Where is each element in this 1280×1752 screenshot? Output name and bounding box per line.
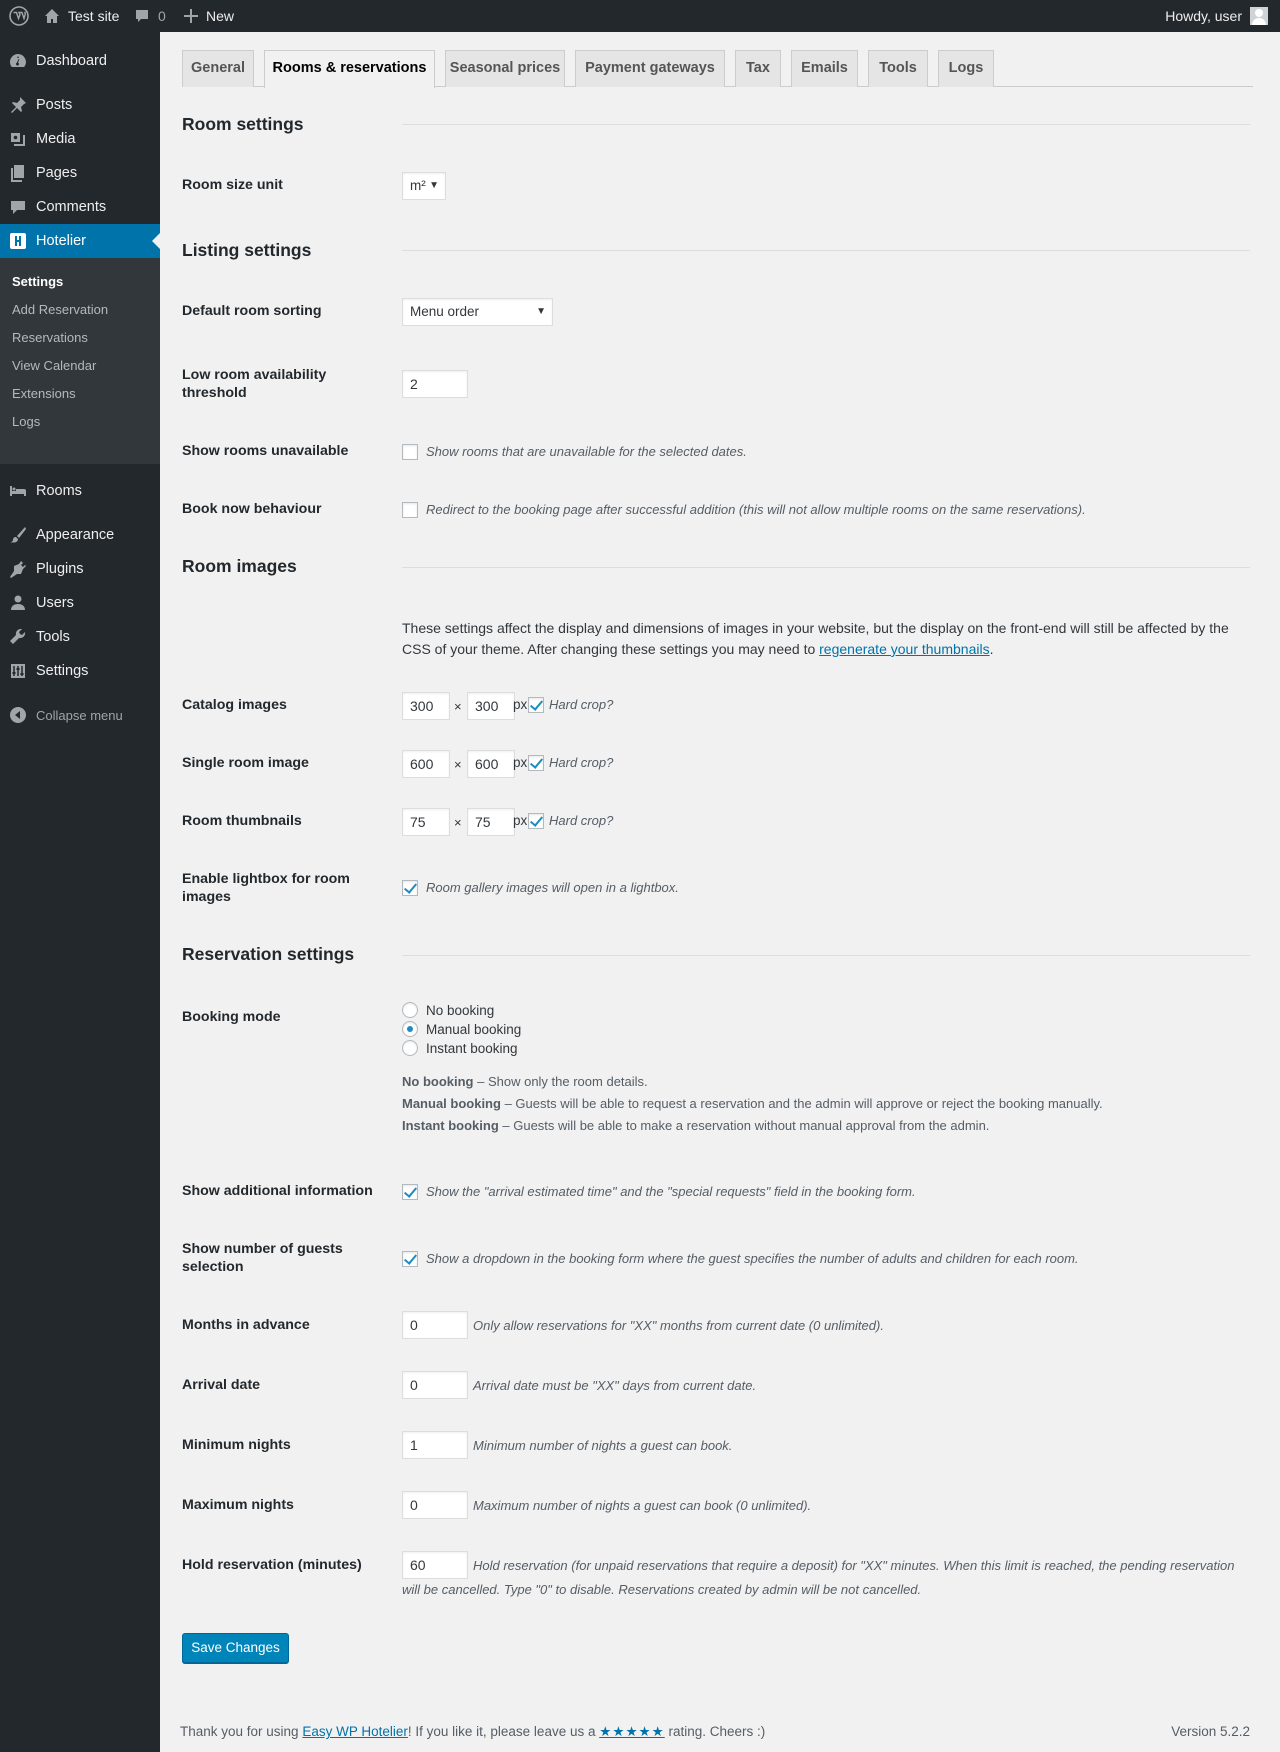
low-availability-label: Low room availability threshold xyxy=(182,367,327,401)
min-nights-input[interactable]: 1 xyxy=(402,1431,468,1459)
tab-tax[interactable]: Tax xyxy=(735,50,781,87)
menu-label: Dashboard xyxy=(36,53,107,69)
menu-item-comments[interactable] xyxy=(0,190,160,224)
max-nights-desc: Maximum number of nights a guest can book (0 unlimited). xyxy=(473,1498,812,1513)
px-unit: px xyxy=(513,755,528,770)
comments-icon xyxy=(0,198,36,216)
hold-reservation-desc: Hold reservation (for unpaid reservations that require a deposit) for "XX" minutes. When this limit is reached, the pending reservation xyxy=(473,1558,1235,1573)
pushpin-icon xyxy=(0,96,36,114)
arrival-date-label: Arrival date xyxy=(182,1377,261,1393)
user-icon xyxy=(0,594,36,612)
menu-label: Appearance xyxy=(36,527,115,543)
menu-label: Hotelier xyxy=(36,233,86,249)
menu-label: Plugins xyxy=(36,561,84,577)
note-term: Instant booking xyxy=(402,1118,499,1133)
section-divider xyxy=(402,567,1250,568)
px-unit: px xyxy=(513,813,528,828)
menu-item-tools[interactable] xyxy=(0,620,160,654)
footer-thanks xyxy=(180,1724,765,1740)
submenu-item-extensions[interactable]: Extensions xyxy=(12,386,76,401)
low-availability-input[interactable]: 2 xyxy=(402,370,468,398)
hold-reservation-label: Hold reservation (minutes) xyxy=(182,1557,362,1573)
easy-wp-hotelier-link[interactable]: Easy WP Hotelier xyxy=(302,1724,408,1739)
pages-icon xyxy=(0,164,36,182)
room-images-intro xyxy=(402,618,1252,660)
user-account-menu[interactable] xyxy=(1165,0,1268,32)
note-text: – Guests will be able to make a reservation without manual approval from the admin. xyxy=(498,1118,990,1133)
comments-link[interactable] xyxy=(134,0,166,32)
submenu-item-add-reservation[interactable]: Add Reservation xyxy=(12,302,109,317)
admin-bar xyxy=(0,0,1280,32)
menu-label: Collapse menu xyxy=(36,707,123,723)
menu-label: Posts xyxy=(36,97,73,113)
settings-tabs xyxy=(182,50,1253,87)
intro-text: These settings affect the display and dimensions of images in your website, but the display on the front-end will still be affected by the CSS of your theme. After changing these settings you may need to xyxy=(402,620,1229,657)
show-unavailable-label: Show rooms unavailable xyxy=(182,443,349,459)
radio-label-manual-booking: Manual booking xyxy=(426,1022,522,1037)
hotelier-icon xyxy=(0,232,36,250)
footer-text: ! If you like it, please leave us a xyxy=(407,1724,600,1739)
months-advance-label: Months in advance xyxy=(182,1317,310,1333)
hard-crop-label: Hard crop? xyxy=(549,697,614,712)
paintbrush-icon xyxy=(0,526,36,544)
guests-selection-desc: Show a dropdown in the booking form where the guest specifies the number of adults and children for each room. xyxy=(426,1251,1079,1266)
px-unit: px xyxy=(513,697,528,712)
wordpress-logo-icon[interactable] xyxy=(6,0,32,32)
menu-item-posts[interactable] xyxy=(0,88,160,122)
note-term: No booking xyxy=(402,1074,474,1089)
admin-sidebar xyxy=(0,32,160,1752)
plugin-icon xyxy=(0,560,36,578)
menu-label: Rooms xyxy=(36,483,82,499)
footer-text: rating. Cheers :) xyxy=(664,1724,766,1739)
media-icon xyxy=(0,130,36,148)
show-unavailable-desc: Show rooms that are unavailable for the selected dates. xyxy=(426,444,747,459)
plus-icon xyxy=(184,9,198,23)
guests-selection-label: Show number of guests selection xyxy=(182,1241,343,1275)
menu-item-dashboard[interactable] xyxy=(0,44,160,78)
max-nights-input[interactable]: 0 xyxy=(402,1491,468,1519)
site-name-link[interactable] xyxy=(44,0,119,32)
default-sorting-value: Menu order xyxy=(410,304,480,319)
catalog-width-input[interactable]: 300 xyxy=(402,692,450,720)
months-advance-desc: Only allow reservations for "XX" months from current date (0 unlimited). xyxy=(473,1318,884,1333)
book-now-checkbox[interactable] xyxy=(402,502,418,518)
menu-label: Pages xyxy=(36,165,78,181)
menu-label: Users xyxy=(36,595,74,611)
default-sorting-label: Default room sorting xyxy=(182,303,322,319)
menu-item-hotelier[interactable] xyxy=(0,224,160,258)
note-term: Manual booking xyxy=(402,1096,501,1111)
collapse-arrow-icon xyxy=(0,706,36,724)
times-sign: × xyxy=(454,757,462,772)
single-width-input[interactable]: 600 xyxy=(402,750,450,778)
section-title-room-images: Room images xyxy=(182,556,297,576)
min-nights-label: Minimum nights xyxy=(182,1437,291,1453)
collapse-menu-button[interactable] xyxy=(0,698,160,732)
menu-item-rooms[interactable] xyxy=(0,474,160,508)
catalog-height-input[interactable]: 300 xyxy=(467,692,515,720)
dashboard-icon xyxy=(0,52,36,70)
home-icon xyxy=(44,8,60,24)
menu-item-plugins[interactable] xyxy=(0,552,160,586)
submenu-item-logs[interactable]: Logs xyxy=(12,414,41,429)
hard-crop-label: Hard crop? xyxy=(549,755,614,770)
max-nights-label: Maximum nights xyxy=(182,1497,294,1513)
site-name: Test site xyxy=(68,8,120,24)
tab-emails[interactable]: Emails xyxy=(791,50,858,87)
save-changes-button[interactable]: Save Changes xyxy=(182,1633,289,1663)
sliders-icon xyxy=(0,662,36,680)
tab-payment-gateways[interactable]: Payment gateways xyxy=(575,50,725,87)
thumb-width-input[interactable]: 75 xyxy=(402,808,450,836)
book-now-desc: Redirect to the booking page after successful addition (this will not allow multiple rooms on the same reservations). xyxy=(426,502,1086,517)
room-size-unit-value: m² xyxy=(410,178,426,193)
radio-no-booking[interactable] xyxy=(402,1002,418,1018)
additional-info-desc: Show the "arrival estimated time" and the "special requests" field in the booking form. xyxy=(426,1184,916,1199)
min-nights-desc: Minimum number of nights a guest can book. xyxy=(473,1438,733,1453)
submenu-item-settings[interactable]: Settings xyxy=(12,274,64,289)
comment-bubble-icon xyxy=(134,8,150,24)
menu-item-settings[interactable] xyxy=(0,654,160,688)
section-divider xyxy=(402,124,1250,125)
arrival-date-input[interactable]: 0 xyxy=(402,1371,468,1399)
note-text: – Show only the room details. xyxy=(473,1074,648,1089)
menu-item-users[interactable] xyxy=(0,586,160,620)
lightbox-label: Enable lightbox for room images xyxy=(182,871,350,905)
intro-text-end: . xyxy=(989,641,994,657)
book-now-label: Book now behaviour xyxy=(182,501,322,517)
version-text: Version 5.2.2 xyxy=(1171,1724,1250,1739)
times-sign: × xyxy=(454,699,462,714)
section-title-listing-settings: Listing settings xyxy=(182,240,312,260)
menu-item-appearance[interactable] xyxy=(0,518,160,552)
times-sign: × xyxy=(454,815,462,830)
lightbox-desc: Room gallery images will open in a lightbox. xyxy=(426,880,679,895)
hotelier-submenu xyxy=(0,258,160,464)
section-divider xyxy=(402,250,1250,251)
howdy-text: Howdy, user xyxy=(1165,8,1242,24)
default-sorting-select[interactable] xyxy=(402,298,553,326)
note-text: – Guests will be able to request a reservation and the admin will approve or reject the booking manually. xyxy=(500,1096,1103,1111)
wrench-icon xyxy=(0,628,36,646)
regenerate-thumbnails-link[interactable]: regenerate your thumbnails xyxy=(819,641,990,657)
room-size-unit-select[interactable] xyxy=(402,172,446,200)
single-room-image-label: Single room image xyxy=(182,755,309,771)
hold-reservation-desc-cont: will be cancelled. Type "0" to disable. Reservations created by admin will be not cancelled. xyxy=(402,1582,922,1597)
additional-info-label: Show additional information xyxy=(182,1183,373,1199)
menu-item-media[interactable] xyxy=(0,122,160,156)
new-content-link[interactable] xyxy=(184,0,234,32)
avatar xyxy=(1250,7,1268,25)
menu-label: Comments xyxy=(36,199,107,215)
menu-label: Tools xyxy=(36,629,70,645)
thumb-hard-crop-checkbox[interactable] xyxy=(528,813,544,829)
booking-note xyxy=(402,1096,1103,1111)
lightbox-checkbox[interactable] xyxy=(402,880,418,896)
catalog-images-label: Catalog images xyxy=(182,697,287,713)
comments-count: 0 xyxy=(158,8,166,24)
radio-label-no-booking: No booking xyxy=(426,1003,495,1018)
additional-info-checkbox[interactable] xyxy=(402,1184,418,1200)
section-title-room-settings: Room settings xyxy=(182,114,304,134)
hold-reservation-input[interactable]: 60 xyxy=(402,1551,468,1579)
catalog-hard-crop-checkbox[interactable] xyxy=(528,697,544,713)
dropdown-caret-icon: ▼ xyxy=(429,180,439,191)
arrival-date-desc: Arrival date must be "XX" days from current date. xyxy=(473,1378,757,1393)
room-size-unit-label: Room size unit xyxy=(182,177,283,193)
months-advance-input[interactable]: 0 xyxy=(402,1311,468,1339)
section-title-reservation-settings: Reservation settings xyxy=(182,944,355,964)
tab-general[interactable]: General xyxy=(182,50,254,87)
tab-seasonal-prices[interactable]: Seasonal prices xyxy=(445,50,565,87)
bed-icon xyxy=(0,482,36,500)
settings-content xyxy=(160,32,1280,1752)
menu-label: Media xyxy=(36,131,76,147)
hard-crop-label: Hard crop? xyxy=(549,813,614,828)
single-height-input[interactable]: 600 xyxy=(467,750,515,778)
room-thumbnails-label: Room thumbnails xyxy=(182,813,302,829)
tab-tools[interactable]: Tools xyxy=(868,50,928,87)
dropdown-caret-icon: ▼ xyxy=(536,306,546,317)
guests-selection-checkbox[interactable] xyxy=(402,1251,418,1267)
menu-item-pages[interactable] xyxy=(0,156,160,190)
submenu-item-view-calendar[interactable]: View Calendar xyxy=(12,358,97,373)
radio-label-instant-booking: Instant booking xyxy=(426,1041,518,1056)
tab-rooms-reservations[interactable]: Rooms & reservations xyxy=(264,50,435,88)
tab-logs[interactable]: Logs xyxy=(938,50,994,87)
show-unavailable-checkbox[interactable] xyxy=(402,444,418,460)
radio-instant-booking[interactable] xyxy=(402,1040,418,1056)
menu-label: Settings xyxy=(36,663,89,679)
footer-text: Thank you for using xyxy=(180,1724,303,1739)
booking-note xyxy=(402,1074,648,1089)
booking-mode-label: Booking mode xyxy=(182,1009,281,1025)
rating-stars-link[interactable]: ★★★★★ xyxy=(599,1724,665,1739)
section-divider xyxy=(402,955,1250,956)
single-hard-crop-checkbox[interactable] xyxy=(528,755,544,771)
radio-manual-booking[interactable] xyxy=(402,1021,418,1037)
thumb-height-input[interactable]: 75 xyxy=(467,808,515,836)
submenu-item-reservations[interactable]: Reservations xyxy=(12,330,88,345)
new-label: New xyxy=(206,8,235,24)
booking-note xyxy=(402,1118,989,1133)
